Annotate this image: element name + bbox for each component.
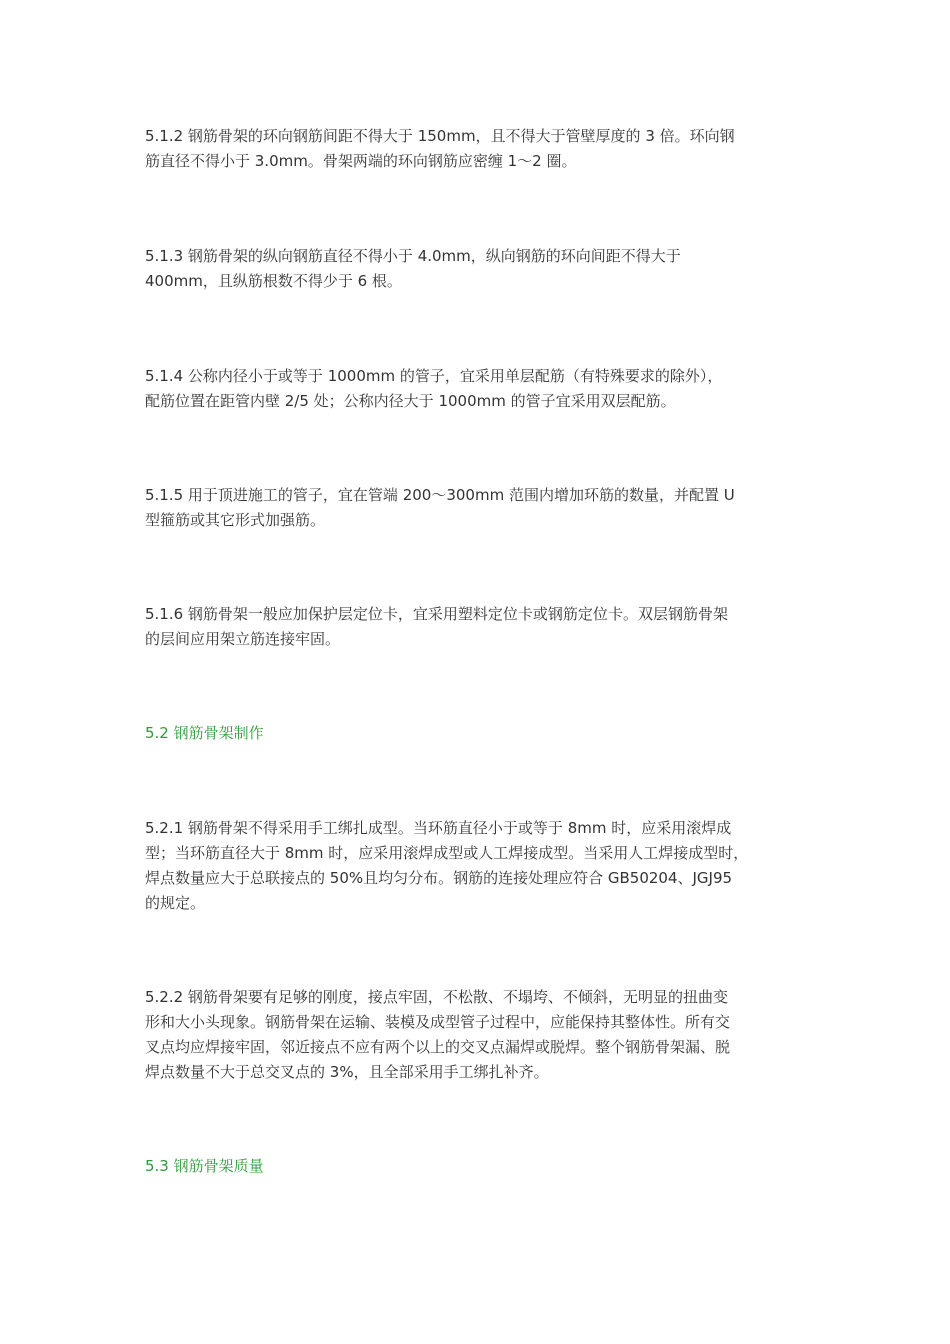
clause-5-1-6: 5.1.6 钢筋骨架一般应加保护层定位卡，宜采用塑料定位卡或钢筋定位卡。双层钢筋骨架 的层间应用架立筋连接牢固。 [145,605,728,648]
section-heading-5-2: 5.2 钢筋骨架制作 [145,724,264,742]
clause-5-1-2: 5.1.2 钢筋骨架的环向钢筋间距不得大于 150mm，且不得大于管壁厚度的 3 倍。环向钢 筋直径不得小于 3.0mm。骨架两端的环向钢筋应密缠 1～2 圈。 [145,127,735,170]
section-heading-5-3: 5.3 钢筋骨架质量 [145,1157,264,1175]
clause-5-1-4: 5.1.4 公称内径小于或等于 1000mm 的管子，宜采用单层配筋（有特殊要求的除外）， 配筋位置在距管内壁 2/5 处；公称内径大于 1000mm 的管子宜采用双层配筋。 [145,367,723,410]
clause-5-2-2: 5.2.2 钢筋骨架要有足够的刚度，接点牢固，不松散、不塌垮、不倾斜，无明显的扭曲变 形和大小头现象。钢筋骨架在运输、装模及成型管子过程中，应能保持其整体性。所有交 叉点均应焊接牢固，邻近接点不应有两个以上的交叉点漏焊或脱焊。整个钢筋骨架漏、脱 焊点数量不大于总交叉点的 3%，且全部采用手工绑扎补齐。 [145,988,731,1081]
clause-5-2-1: 5.2.1 钢筋骨架不得采用手工绑扎成型。当环筋直径小于或等于 8mm 时，应采用滚焊成 型；当环筋直径大于 8mm 时，应采用滚焊成型或人工焊接成型。当采用人工焊接成型时， 焊点数量应大于总联接点的 50%且均匀分布。钢筋的连接处理应符合 GB50204、JGJ95 的规定。 [145,819,749,912]
clause-5-1-3: 5.1.3 钢筋骨架的纵向钢筋直径不得小于 4.0mm，纵向钢筋的环向间距不得大于 400mm，且纵筋根数不得少于 6 根。 [145,247,681,290]
clause-5-1-5: 5.1.5 用于顶进施工的管子，宜在管端 200～300mm 范围内增加环筋的数量，并配置 U 型箍筋或其它形式加强筋。 [145,486,735,529]
